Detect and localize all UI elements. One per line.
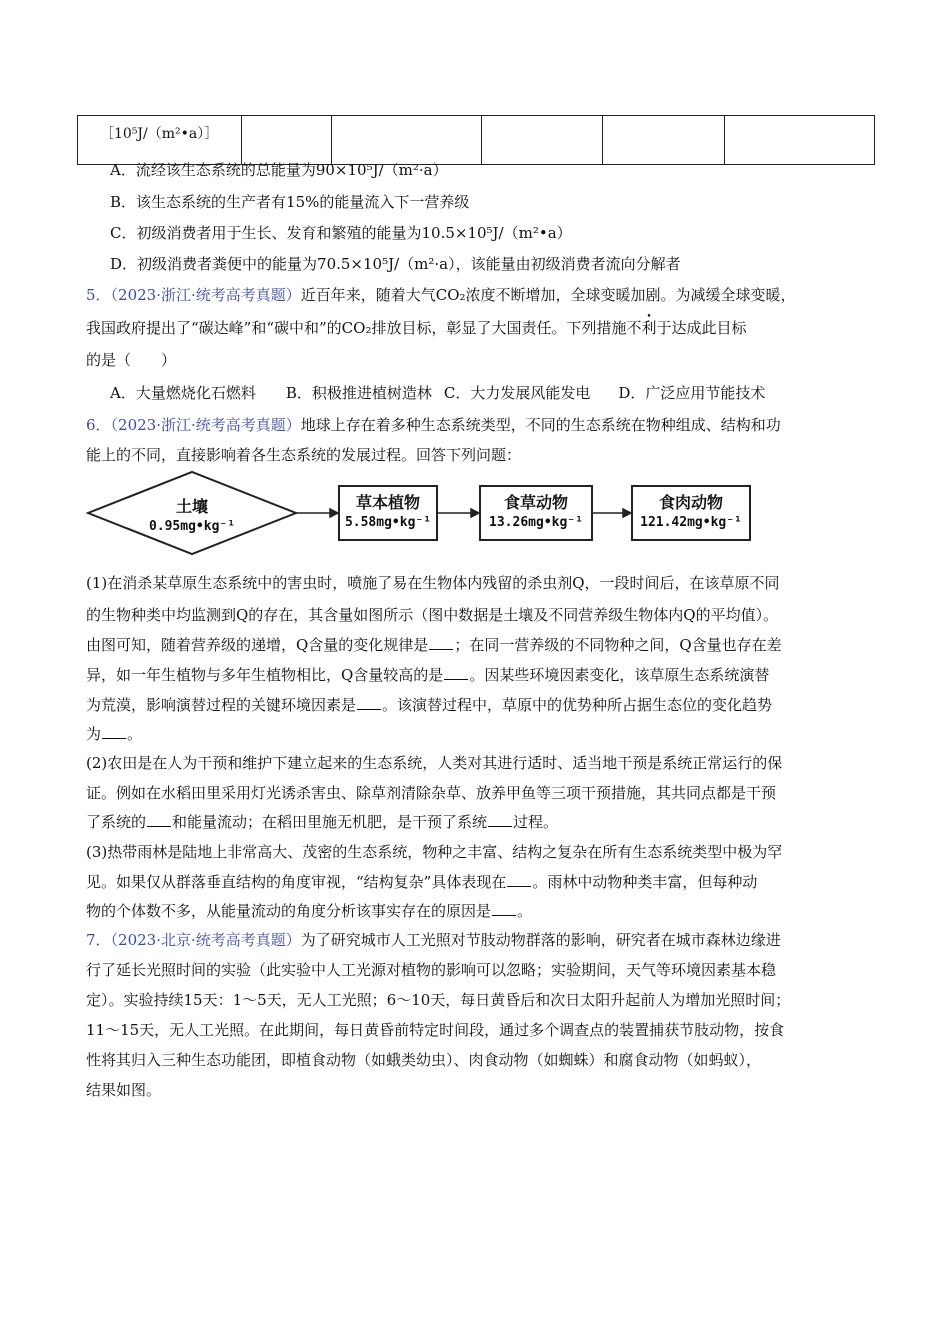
q6-text: 了系统的 bbox=[86, 813, 147, 831]
q6-text: 地球上存在着多种生态系统类型，不同的生态系统在物种组成、结构和功 bbox=[300, 416, 781, 434]
q6-text: 。因某些环境因素变化，该草原生态系统演替 bbox=[469, 666, 770, 684]
food-chain-diagram bbox=[86, 470, 756, 570]
table-cell bbox=[482, 116, 603, 165]
q5-option-a: A．大量燃烧化石燃料 bbox=[110, 384, 256, 402]
emphasis-text: 不利于 bbox=[626, 319, 672, 337]
plant-box bbox=[338, 485, 438, 541]
plant-label: 草本植物 bbox=[355, 493, 420, 512]
herbivore-value: 13.26mg•kg⁻¹ bbox=[489, 515, 583, 530]
q5-text: 近百年来，随着大气CO₂浓度不断增加，全球变暖加剧。为减缓全球变暖， bbox=[300, 286, 796, 304]
carnivore-box bbox=[631, 485, 751, 541]
answer-blank[interactable] bbox=[147, 812, 171, 827]
q4-option-c: C．初级消费者用于生长、发育和繁殖的能量为10.5×10⁵J/（m²•a） bbox=[110, 224, 572, 242]
q4-option-b: B．该生态系统的生产者有15%的能量流入下一营养级 bbox=[110, 193, 470, 211]
table-cell bbox=[332, 116, 482, 165]
q6-p1-line-3 bbox=[86, 635, 782, 655]
q5-line-3: 的是（ ） bbox=[86, 351, 177, 369]
q6-p2-line-3 bbox=[86, 812, 558, 832]
table-cell bbox=[603, 116, 725, 165]
q7-line-6: 结果如图。 bbox=[86, 1081, 162, 1099]
q6-p1-line-1: (1)在消杀某草原生态系统中的害虫时，喷施了易在生物体内残留的杀虫剂Q，一段时间后，在该草原不同 bbox=[86, 574, 780, 592]
soil-node bbox=[132, 494, 252, 534]
plant-value: 5.58mg•kg⁻¹ bbox=[344, 515, 432, 530]
q6-text: ；在同一营养级的不同物种之间，Q含量也存在差 bbox=[454, 636, 782, 654]
q6-text: 和能量流动；在稻田里施无机肥，是干预了系统 bbox=[172, 813, 488, 831]
q6-line-2: 能上的不同，直接影响着各生态系统的发展过程。回答下列问题： bbox=[86, 446, 522, 464]
q5-option-c: C．大力发展风能发电 bbox=[443, 384, 591, 402]
q6-text: 异，如一年生植物与多年生植物相比，Q含量较高的是 bbox=[86, 666, 444, 684]
q6-p3-line-3 bbox=[86, 901, 532, 921]
question-number: 6． bbox=[86, 416, 111, 434]
table-unit-cell: ［10⁵J/（m²•a）］ bbox=[78, 116, 242, 165]
q6-p1-line-5 bbox=[86, 695, 772, 715]
herbivore-box bbox=[479, 485, 593, 541]
table-cell bbox=[725, 116, 875, 165]
q6-p2-line-1: (2)农田是在人为干预和维护下建立起来的生态系统，人类对其进行适时、适当地干预是系统正常运行的保 bbox=[86, 754, 783, 772]
q6-text: 物的个体数不多，从能量流动的角度分析该事实存在的原因是 bbox=[86, 902, 492, 920]
q6-text: 为荒漠，影响演替过程的关键环境因素是 bbox=[86, 696, 357, 714]
q5-line-1 bbox=[86, 285, 796, 305]
q6-p1-line-6 bbox=[86, 724, 142, 744]
question-source: （2023·浙江·统考高考真题） bbox=[110, 416, 301, 434]
question-number: 7． bbox=[86, 931, 111, 949]
q6-text: 。 bbox=[517, 902, 533, 920]
q5-line-2 bbox=[86, 318, 747, 338]
q5-text: 我国政府提出了“碳达峰”和“碳中和”的CO₂排放目标，彰显了大国责任。下列措施 bbox=[86, 319, 627, 337]
q7-line-5: 性将其归入三种生态功能团，即植食动物（如蛾类幼虫）、肉食动物（如蜘蛛）和腐食动物（如蚂蚁）， bbox=[86, 1051, 762, 1069]
q6-line-1 bbox=[86, 415, 781, 435]
q7-line-4: 11～15天，无人工光照。在此期间，每日黄昏前特定时间段，通过多个调查点的装置捕获节肢动物，按食 bbox=[86, 1021, 785, 1039]
q6-text: 。雨林中动物种类丰富，但每种动 bbox=[532, 873, 758, 891]
q7-text: 为了研究城市人工光照对节肢动物群落的影响，研究者在城市森林边缘进 bbox=[300, 931, 781, 949]
answer-blank[interactable] bbox=[429, 635, 453, 650]
q7-line-2: 行了延长光照时间的实验（此实验中人工光源对植物的影响可以忽略；实验期间，天气等环境因素基本稳 bbox=[86, 961, 777, 979]
q6-text: 。该演替过程中，草原中的优势种所占据生态位的变化趋势 bbox=[382, 696, 773, 714]
carnivore-label: 食肉动物 bbox=[658, 493, 723, 512]
energy-table-fragment bbox=[77, 115, 875, 165]
answer-blank[interactable] bbox=[507, 872, 531, 887]
herbivore-label: 食草动物 bbox=[503, 493, 568, 512]
q6-text: 。 bbox=[127, 725, 143, 743]
q4-option-d: D．初级消费者粪便中的能量为70.5×10⁵J/（m²·a），该能量由初级消费者流向分解者 bbox=[110, 255, 681, 273]
q6-p1-line-2: 的生物种类中均监测到Q的存在，其含量如图所示（图中数据是土壤及不同营养级生物体内Q的平均值）。 bbox=[86, 606, 779, 624]
q5-option-b: B．积极推进植树造林 bbox=[285, 384, 432, 402]
answer-blank[interactable] bbox=[102, 724, 126, 739]
q6-text: 过程。 bbox=[513, 813, 559, 831]
soil-value: 0.95mg•kg⁻¹ bbox=[148, 519, 236, 534]
question-number: 5． bbox=[86, 286, 111, 304]
question-source: （2023·北京·统考高考真题） bbox=[110, 931, 301, 949]
q6-p3-line-2 bbox=[86, 872, 757, 892]
q6-text: 为 bbox=[86, 725, 102, 743]
q5-option-d: D．广泛应用节能技术 bbox=[618, 384, 766, 402]
q7-line-3: 定）。实验持续15天：1～5天，无人工光照；6～10天，每日黄昏后和次日太阳升起前人为增加光照时间； bbox=[86, 991, 791, 1009]
q6-p1-line-4 bbox=[86, 665, 769, 685]
table-cell bbox=[242, 116, 332, 165]
carnivore-value: 121.42mg•kg⁻¹ bbox=[640, 515, 742, 530]
q6-text: 见。如果仅从群落垂直结构的角度审视，“结构复杂”具体表现在 bbox=[86, 873, 507, 891]
q5-text: 达成此目标 bbox=[671, 319, 747, 337]
q7-line-1 bbox=[86, 930, 781, 950]
q6-p2-line-2: 证。例如在水稻田里采用灯光诱杀害虫、除草剂清除杂草、放养甲鱼等三项干预措施，其共同点都是干预 bbox=[86, 784, 777, 802]
q6-text: 由图可知，随着营养级的递增，Q含量的变化规律是 bbox=[86, 636, 429, 654]
table-row bbox=[78, 116, 875, 165]
answer-blank[interactable] bbox=[444, 665, 468, 680]
answer-blank[interactable] bbox=[488, 812, 512, 827]
q4-option-a: A．流经该生态系统的总能量为90×10⁵J/（m²·a） bbox=[110, 161, 448, 179]
q5-options bbox=[110, 383, 765, 403]
q6-p3-line-1: (3)热带雨林是陆地上非常高大、茂密的生态系统，物种之丰富、结构之复杂在所有生态系统类型中极为罕 bbox=[86, 843, 783, 861]
answer-blank[interactable] bbox=[492, 901, 516, 916]
soil-label: 土壤 bbox=[175, 497, 208, 516]
answer-blank[interactable] bbox=[357, 695, 381, 710]
question-source: （2023·浙江·统考高考真题） bbox=[110, 286, 301, 304]
